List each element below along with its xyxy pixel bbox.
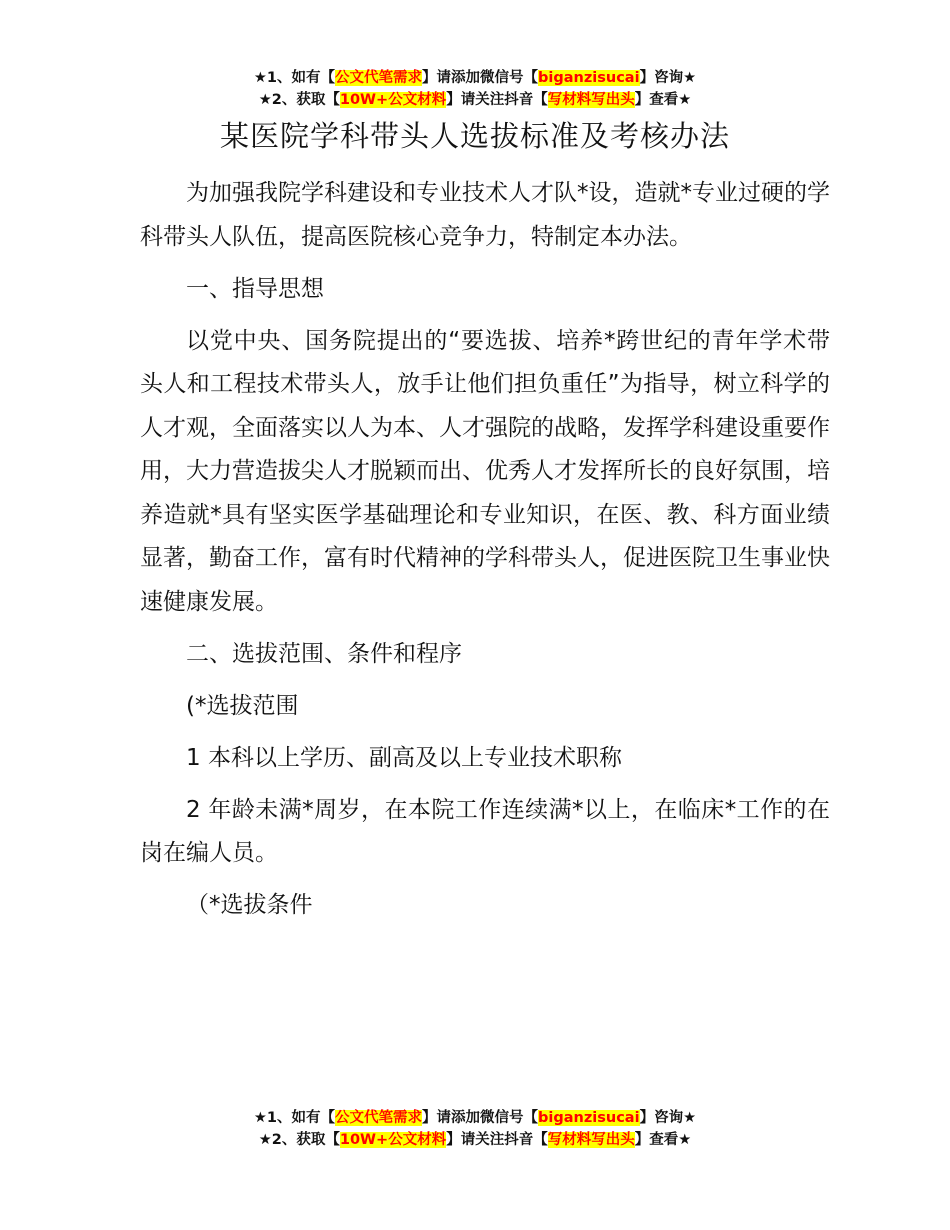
banner-line-1: ★1、如有【公文代笔需求】请添加微信号【biganzisucai】咨询★ — [253, 1110, 697, 1126]
banner-line-2: ★2、获取【10W+公文材料】请关注抖音【写材料写出头】查看★ — [258, 1132, 692, 1148]
list-item-scope-1: 1 本科以上学历、副高及以上专业技术职称 — [186, 744, 622, 771]
banner-line-2: ★2、获取【10W+公文材料】请关注抖音【写材料写出头】查看★ — [258, 92, 692, 108]
highlight-text: 公文代笔需求 — [335, 70, 423, 86]
section-heading-selection: 二、选拔范围、条件和程序 — [186, 640, 462, 667]
highlight-text: biganzisucai — [538, 70, 640, 86]
paragraph-intro: 为加强我院学科建设和专业技术人才队*设，造就*专业过硬的学科带头人队伍，提高医院核心竞争力，特制定本办法。 — [140, 180, 830, 250]
highlight-text: 写材料写出头 — [547, 92, 635, 108]
paragraph-guiding-thought: 以党中央、国务院提出的“要选拔、培养*跨世纪的青年学术带头人和工程技术带头人，放手让他们担负重任”为指导，树立科学的人才观，全面落实以人为本、人才强院的战略，发挥学科建设重要作用，大力营造拔尖人才脱颖而出、优秀人才发挥所长的良好氛围，培养造就*具有坚实医学基础理论和专业知识，在医、教、科方面业绩显著，勤奋工作，富有时代精神的学科带头人，促进医院卫生事业快速健康发展。 — [140, 327, 830, 615]
document-body — [140, 172, 830, 936]
highlight-text: 写材料写出头 — [547, 1132, 635, 1148]
subheading-selection-scope: (*选拔范围 — [186, 692, 299, 719]
highlight-text: 10W+公文材料 — [339, 92, 447, 108]
footer-banner — [0, 1107, 950, 1151]
list-item-scope-2: 2 年龄未满*周岁，在本院工作连续满*以上，在临床*工作的在岗在编人员。 — [140, 796, 830, 866]
header-banner — [0, 67, 950, 111]
highlight-text: 10W+公文材料 — [339, 1132, 447, 1148]
highlight-text: 公文代笔需求 — [335, 1110, 423, 1126]
subheading-selection-conditions: （*选拔条件 — [186, 892, 313, 918]
banner-line-1: ★1、如有【公文代笔需求】请添加微信号【biganzisucai】咨询★ — [253, 70, 697, 86]
section-heading-guiding-thought: 一、指导思想 — [186, 275, 324, 302]
highlight-text: biganzisucai — [538, 1110, 640, 1126]
document-title: 某医院学科带头人选拔标准及考核办法 — [219, 119, 730, 153]
